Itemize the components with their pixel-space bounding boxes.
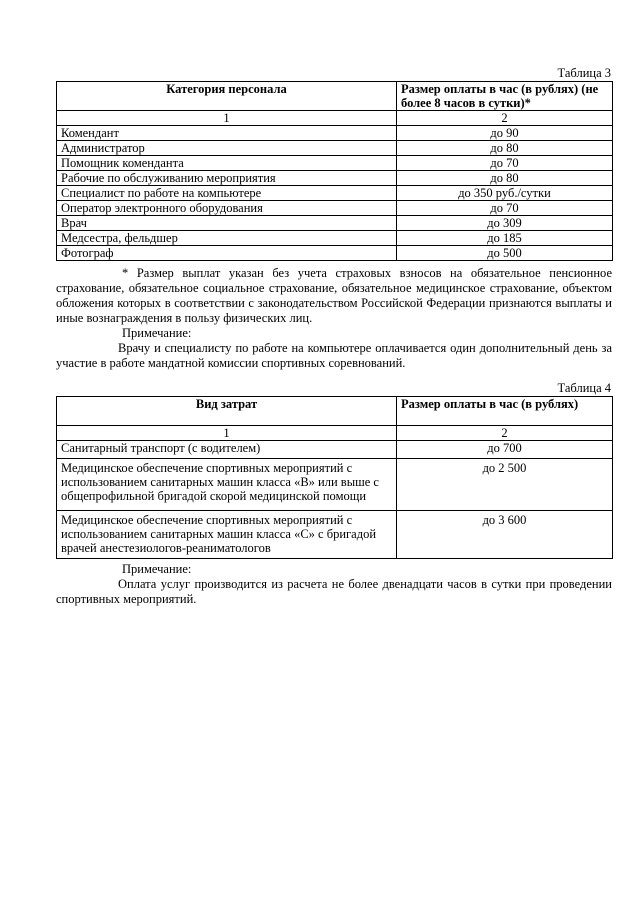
table4-caption: Таблица 4 [557, 381, 611, 395]
table3-number-row [57, 111, 613, 126]
table3-pay-cell: до 80 [397, 171, 613, 186]
table4 [56, 396, 613, 559]
table4-pay-cell: до 3 600 [397, 511, 613, 559]
table3-col-number: 1 [57, 111, 397, 126]
table-row [57, 231, 613, 246]
table3-pay-cell: до 80 [397, 141, 613, 156]
table-row [57, 246, 613, 261]
table3-category-cell: Специалист по работе на компьютере [57, 186, 397, 201]
table-row [57, 216, 613, 231]
table-row [57, 459, 613, 511]
table-row [57, 141, 613, 156]
note2-label: Примечание: [122, 562, 192, 576]
table3-category-cell: Администратор [57, 141, 397, 156]
table4-col-number: 1 [57, 426, 397, 441]
table3-col-number: 2 [397, 111, 613, 126]
table3-pay-cell: до 350 руб./сутки [397, 186, 613, 201]
table4-category-cell: Медицинское обеспечение спортивных мероприятий с использованием санитарных машин класса «С» с бригадой врачей анестезиологов-реаниматологов [57, 511, 397, 559]
table-row [57, 201, 613, 216]
table3-pay-cell: до 90 [397, 126, 613, 141]
table4-header-pay: Размер оплаты в час (в рублях) [397, 397, 613, 426]
table3-category-cell: Врач [57, 216, 397, 231]
table4-category-cell: Медицинское обеспечение спортивных мероприятий с использованием санитарных машин класса «В» или выше с общепрофильной бригадой скорой медицинской помощи [57, 459, 397, 511]
table3-caption: Таблица 3 [557, 66, 611, 80]
table3 [56, 81, 613, 261]
table-row [57, 441, 613, 459]
table3-pay-cell: до 500 [397, 246, 613, 261]
table4-category-cell: Санитарный транспорт (с водителем) [57, 441, 397, 459]
table3-header-category: Категория персонала [57, 82, 397, 111]
table3-header-pay: Размер оплаты в час (в рублях) (не более 8 часов в сутки)* [397, 82, 613, 111]
table3-pay-cell: до 309 [397, 216, 613, 231]
table-row [57, 156, 613, 171]
table3-pay-cell: до 70 [397, 156, 613, 171]
table3-category-cell: Оператор электронного оборудования [57, 201, 397, 216]
note1-label: Примечание: [122, 326, 192, 340]
note2-text: Оплата услуг производится из расчета не более двенадцати часов в сутки при проведении спортивных мероприятий. [56, 577, 612, 606]
table4-header-row [57, 397, 613, 426]
table-row [57, 171, 613, 186]
table4-number-row [57, 426, 613, 441]
table3-category-cell: Комендант [57, 126, 397, 141]
table3-category-cell: Фотограф [57, 246, 397, 261]
table3-pay-cell: до 70 [397, 201, 613, 216]
table3-header-row [57, 82, 613, 111]
table4-pay-cell: до 700 [397, 441, 613, 459]
table3-footnote: * Размер выплат указан без учета страховых взносов на обязательное пенсионное страхование, обязательное социальное страхование, обязательное медицинское страхование, объектом обложения которых в соответствии с законодательством Российской Федерации признаются выплаты и иные вознаграждения в пользу физических лиц. [56, 266, 612, 325]
table4-pay-cell: до 2 500 [397, 459, 613, 511]
table4-col-number: 2 [397, 426, 613, 441]
table-row [57, 126, 613, 141]
table-row [57, 186, 613, 201]
table4-header-category: Вид затрат [57, 397, 397, 426]
table3-pay-cell: до 185 [397, 231, 613, 246]
table-row [57, 511, 613, 559]
table3-category-cell: Медсестра, фельдшер [57, 231, 397, 246]
table3-category-cell: Помощник коменданта [57, 156, 397, 171]
table3-category-cell: Рабочие по обслуживанию мероприятия [57, 171, 397, 186]
note1-text: Врачу и специалисту по работе на компьютере оплачивается один дополнительный день за участие в работе мандатной комиссии спортивных соревнований. [56, 341, 612, 370]
